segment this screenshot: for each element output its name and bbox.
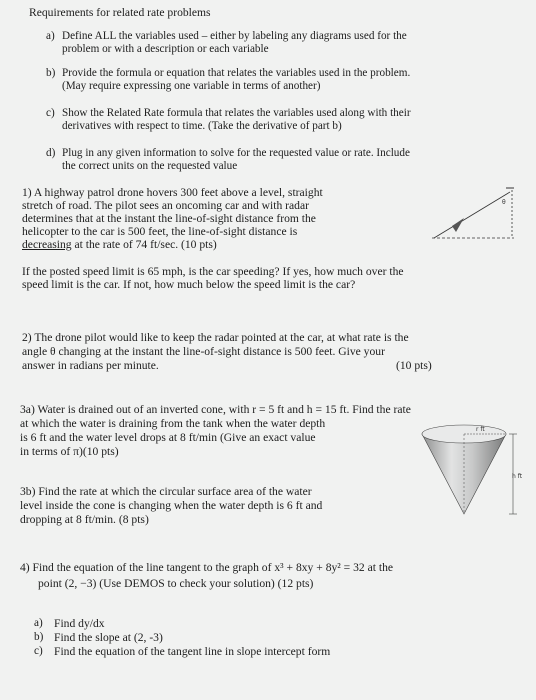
requirement-a-line1: Define ALL the variables used – either by labeling any diagrams used for the [62,30,407,42]
cone-diagram [418,420,524,524]
problem1-line5 [22,238,217,251]
car-icon [452,218,464,232]
problem2-line3: answer in radians per minute. [22,359,159,372]
problem3b-line2: level inside the cone is changing when the water depth is 6 ft and [20,499,323,512]
problem2-line1: 2) The drone pilot would like to keep the radar pointed at the car, at what rate is the [22,331,409,344]
requirement-letter-d: d) [46,147,56,159]
drone-diagram [428,182,518,244]
underlined-word: decreasing [22,238,72,251]
problem2-points: (10 pts) [396,359,432,372]
requirement-letter-b: b) [46,67,56,79]
problem1-line5-rest: at the rate of 74 ft/sec. (10 pts) [71,238,217,251]
line-of-sight [434,192,510,238]
problem1-line3: determines that at the instant the line-of-sight distance from the [22,212,316,225]
problem3a-line1: 3a) Water is drained out of an inverted cone, with r = 5 ft and h = 15 ft. Find the rate [20,403,411,416]
problem4-part-a-text: Find dy/dx [54,617,105,630]
problem4-line2: point (2, −3) (Use DEMOS to check your solution) (12 pts) [38,577,314,590]
problem4-part-b-letter: b) [34,631,44,643]
problem1-line4: helicopter to the car is 500 feet, the line-of-sight distance is [22,225,298,238]
cone-r-label: r ft [476,426,485,433]
requirement-c-line2: derivatives with respect to time. (Take the derivative of part b) [62,120,342,132]
problem4-part-a-letter: a) [34,617,43,629]
requirement-letter-c: c) [46,107,55,119]
problem1-line2: stretch of road. The pilot sees an oncoming car and with radar [22,199,309,212]
requirement-a-line2: problem or with a description or each variable [62,43,269,55]
requirement-b-line2: (May require expressing one variable in terms of another) [62,80,321,92]
problem3b-line1: 3b) Find the rate at which the circular surface area of the water [20,485,312,498]
problem4-part-c-text: Find the equation of the tangent line in slope intercept form [54,645,331,658]
cone-h-label: h ft [512,473,523,480]
problem2-line2: angle θ changing at the instant the line-of-sight distance is 500 feet. Give your [22,345,385,358]
requirement-d-line2: the correct units on the requested value [62,160,238,172]
problem3b-line3: dropping at 8 ft/min. (8 pts) [20,513,149,526]
problem4-line1: 4) Find the equation of the line tangent to the graph of x³ + 8xy + 8y² = 32 at the [20,561,394,574]
problem3a-line2: at which the water is draining from the tank when the water depth [20,417,326,430]
problem1-followup-line2: speed limit is the car. If not, how much below the speed limit is the car? [22,278,356,291]
theta-label: θ [502,199,506,206]
requirement-letter-a: a) [46,30,55,42]
requirement-c-line1: Show the Related Rate formula that relates the variables used along with their [62,107,411,119]
problem3a-line4: in terms of π)(10 pts) [20,445,119,458]
requirement-b-line1: Provide the formula or equation that relates the variables used in the problem. [62,67,411,79]
problem3a-line3: is 6 ft and the water level drops at 8 ft/min (Give an exact value [20,431,316,444]
problem4-part-b-text: Find the slope at (2, -3) [54,631,163,644]
problem4-part-c-letter: c) [34,645,43,657]
requirement-d-line1: Plug in any given information to solve for the requested value or rate. Include [62,147,410,159]
page-title: Requirements for related rate problems [29,6,211,19]
problem1-line1: 1) A highway patrol drone hovers 300 feet above a level, straight [22,186,323,199]
problem1-followup-line1: If the posted speed limit is 65 mph, is the car speeding? If yes, how much over the [22,265,404,278]
